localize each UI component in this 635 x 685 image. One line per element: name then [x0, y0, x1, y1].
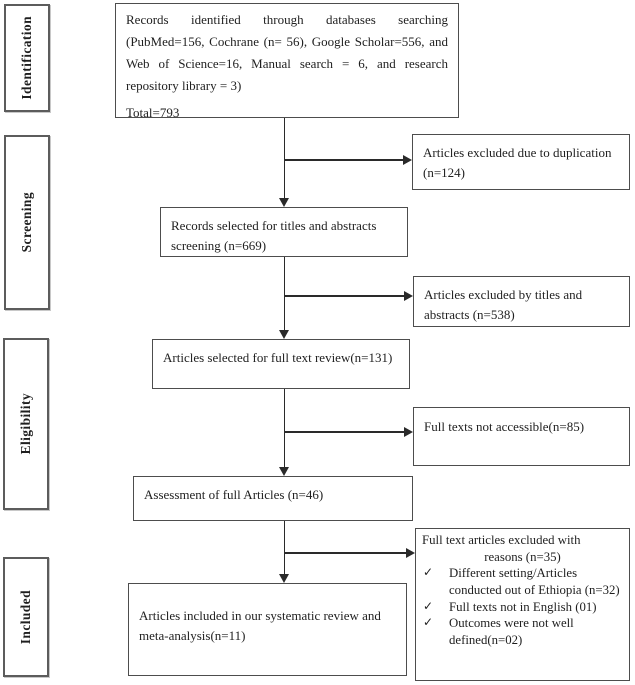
stage-box-screening — [4, 135, 50, 310]
excluded-titles-abstracts-box — [413, 276, 630, 327]
assessment-text: Assessment of full Articles (n=46) — [144, 487, 324, 502]
arrow-fulltext-to-assessment — [284, 389, 286, 467]
arrow-to-not-accessible — [284, 431, 405, 433]
arrow-to-duplication-excluded — [284, 159, 405, 161]
arrow-screening-to-fulltext — [284, 257, 286, 330]
arrowhead-down-icon — [279, 198, 289, 207]
excluded-reason-text: Outcomes were not well defined(n=02) — [449, 616, 574, 647]
excluded-duplication-box — [412, 134, 630, 190]
arrowhead-right-icon — [404, 291, 413, 301]
assessment-box — [133, 476, 413, 521]
excluded-reason-item — [422, 615, 623, 648]
records-total-text: Total=793 — [126, 105, 180, 121]
included-studies-text: Articles included in our systematic review and meta-analysis(n=11) — [139, 608, 381, 643]
arrowhead-right-icon — [406, 548, 415, 558]
stage-label-eligibility: Eligibility — [18, 393, 33, 455]
records-identified-text: Records identified through databases searching (PubMed=156, Cochrane (n= 56), Google Scholar=556, and Web of Science=16, Manual search = 6, and research repository library = 3) — [126, 12, 448, 94]
check-icon: ✓ — [423, 615, 434, 630]
titles-abstracts-screening-box — [160, 207, 408, 257]
excluded-with-reasons-box — [415, 528, 630, 681]
full-text-review-text: Articles selected for full text review(n=131) — [163, 350, 393, 365]
check-icon: ✓ — [423, 598, 434, 613]
included-studies-box — [128, 583, 407, 676]
arrow-assessment-to-included — [284, 521, 286, 574]
arrowhead-down-icon — [279, 330, 289, 339]
stage-box-eligibility — [3, 338, 49, 510]
stage-label-included: Included — [18, 589, 33, 645]
check-icon: ✓ — [423, 565, 434, 580]
stage-box-identification — [4, 4, 50, 112]
titles-abstracts-screening-text: Records selected for titles and abstracts screening (n=669) — [171, 218, 377, 253]
stage-label-identification: Identification — [19, 16, 34, 100]
excluded-reason-item — [422, 599, 623, 616]
excluded-reasons-title-line2: reasons (n=35) — [484, 549, 561, 564]
excluded-reasons-title-line1: Full text articles excluded with — [422, 533, 581, 547]
excluded-duplication-text: Articles excluded due to duplication (n=124) — [423, 145, 612, 180]
arrow-to-excluded-with-reasons — [284, 552, 407, 554]
full-text-review-box — [152, 339, 410, 389]
arrowhead-down-icon — [279, 574, 289, 583]
arrowhead-right-icon — [403, 155, 412, 165]
not-accessible-box — [413, 407, 630, 466]
arrowhead-down-icon — [279, 467, 289, 476]
arrowhead-right-icon — [404, 427, 413, 437]
arrow-to-titles-excluded — [284, 295, 405, 297]
stage-box-included — [3, 557, 49, 677]
excluded-reason-text: Different setting/Articles conducted out of Ethiopia (n=32) — [449, 566, 620, 597]
excluded-reason-text: Full texts not in English (01) — [449, 599, 597, 614]
stage-label-screening: Screening — [19, 192, 34, 253]
not-accessible-text: Full texts not accessible(n=85) — [424, 419, 585, 434]
excluded-titles-abstracts-text: Articles excluded by titles and abstracts (n=538) — [424, 287, 583, 322]
excluded-reason-item — [422, 565, 623, 598]
records-identified-box — [115, 3, 459, 121]
